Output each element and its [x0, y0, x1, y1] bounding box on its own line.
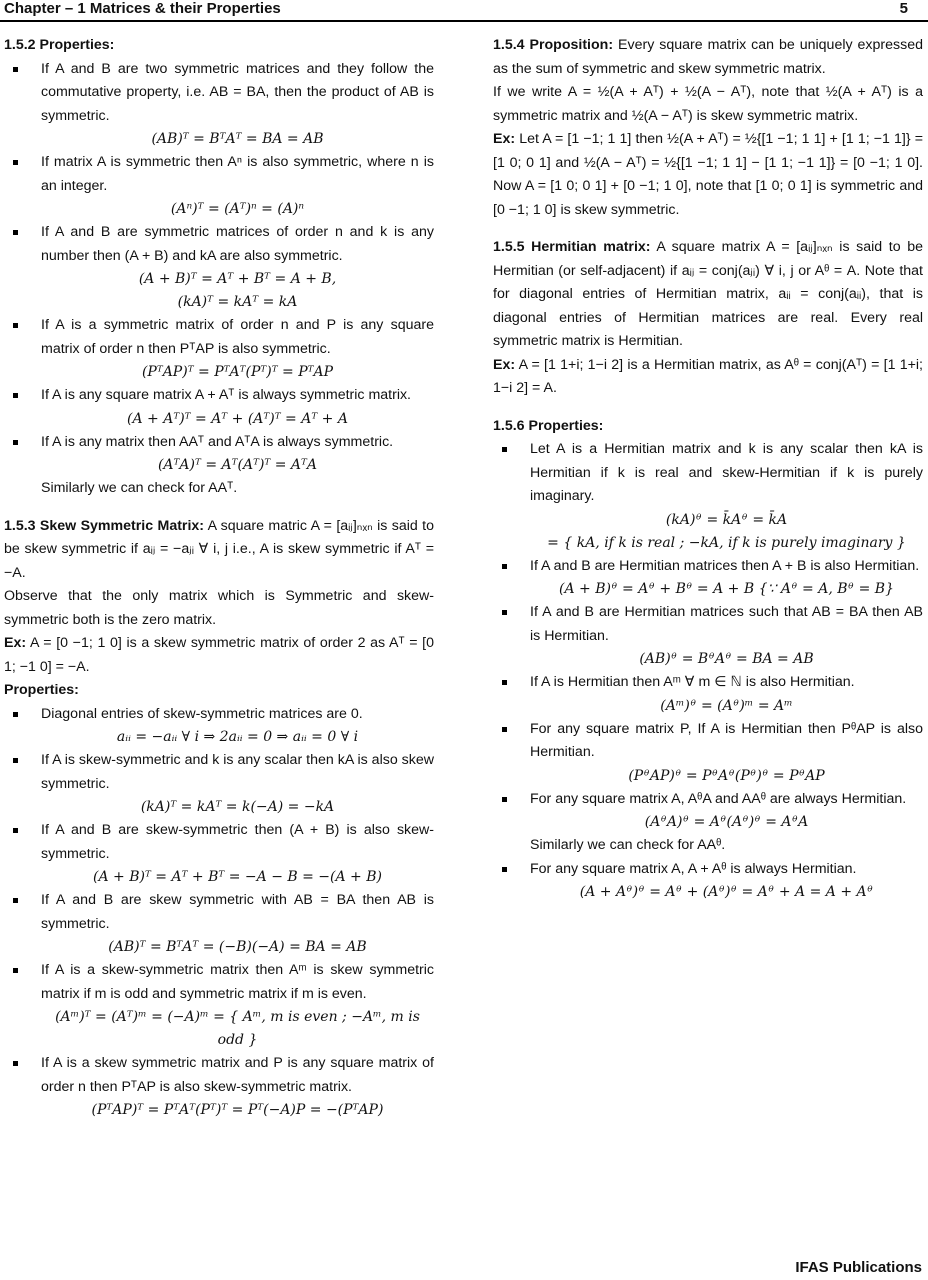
section-heading-1-5-6: 1.5.6 Properties:	[493, 417, 604, 434]
chapter-title: Chapter – 1 Matrices & their Properties	[4, 0, 281, 17]
list-item: If A and B are skew-symmetric then (A + B) is also skew-symmetric. (A + B)ᵀ = Aᵀ + Bᵀ = −A − B = −(A + B)	[4, 819, 434, 889]
paragraph: 1.5.3 Skew Symmetric Matrix: A square matric A = [aᵢⱼ]ₙₓₙ is said to be skew symmetric if aᵢⱼ = −aⱼᵢ ∀ i, j i.e., A is skew symmetric if Aᵀ = −A.	[4, 517, 434, 581]
equation: (kA)ᶿ = k̄Aᶿ = k̄A	[665, 511, 788, 528]
list-item: For any square matrix P, If A is Hermitian then PᶿAP is also Hermitian. (PᶿAP)ᶿ = PᶿAᶿ(Pᶿ)ᶿ = PᶿAP	[493, 718, 923, 788]
list-item: If A is Hermitian then Aᵐ ∀ m ∈ ℕ is also Hermitian. (Aᵐ)ᶿ = (Aᶿ)ᵐ = Aᵐ	[493, 671, 923, 718]
equation: (A + B)ᵀ = Aᵀ + Bᵀ = A + B,	[138, 271, 337, 287]
publisher-footer: IFAS Publications	[795, 1259, 922, 1276]
equation: (A + B)ᶿ = Aᶿ + Bᶿ = A + B {∵ Aᶿ = A, Bᶿ = B}	[559, 581, 894, 597]
equation: (A + Aᶿ)ᶿ = Aᶿ + (Aᶿ)ᶿ = Aᶿ + A = A + Aᶿ	[579, 884, 874, 900]
equation: (kA)ᵀ = kAᵀ = k(−A) = −kA	[140, 799, 335, 815]
equation: (Aⁿ)ᵀ = (Aᵀ)ⁿ = (A)ⁿ	[170, 201, 305, 217]
equation: (AᶿA)ᶿ = Aᶿ(Aᶿ)ᶿ = AᶿA	[644, 814, 809, 830]
list-item: If A is any matrix then AAᵀ and AᵀA is always symmetric. (AᵀA)ᵀ = Aᵀ(Aᵀ)ᵀ = AᵀA Similarly we can check for AAᵀ.	[4, 431, 434, 501]
section-heading-1-5-2: 1.5.2 Properties:	[4, 37, 115, 53]
page-number: 5	[899, 0, 908, 17]
note-text: Similarly we can check for AAᶿ.	[530, 837, 726, 853]
list-item: Let A is a Hermitian matrix and k is any scalar then kA is Hermitian if k is real and skew-Hermitian if k is purely imaginary. (kA)ᶿ = k̄Aᶿ = k̄A = { kA, if k is real ; −kA, if k is purely imaginary }	[493, 438, 923, 555]
paragraph: If we write A = ½(A + Aᵀ) + ½(A − Aᵀ), note that ½(A + Aᵀ) is a symmetric matrix and ½(A − Aᵀ) is skew symmetric matrix.	[493, 84, 923, 124]
list-item: If A is a skew-symmetric matrix then Aᵐ is skew symmetric matrix if m is odd and symmetric matrix if m is even. (Aᵐ)ᵀ = (Aᵀ)ᵐ = (−A)ᵐ = { Aᵐ, m is even ; −Aᵐ, m is odd }	[4, 959, 434, 1052]
note-text: Similarly we can check for AAᵀ.	[41, 480, 238, 496]
example: Ex: A = [0 −1; 1 0] is a skew symmetric matrix of order 2 as Aᵀ = [0 1; −1 0] = −A.	[4, 635, 434, 675]
section-heading-1-5-5: 1.5.5 Hermitian matrix:	[493, 239, 651, 255]
list-item: If A is a symmetric matrix of order n and P is any square matrix of order n then PᵀAP is also symmetric. (PᵀAP)ᵀ = PᵀAᵀ(Pᵀ)ᵀ = PᵀAP	[4, 314, 434, 384]
right-column	[493, 34, 923, 904]
equation: aᵢᵢ = −aᵢᵢ ∀ i ⇒ 2aᵢᵢ = 0 ⇒ aᵢᵢ = 0 ∀ i	[116, 729, 359, 745]
list-item: If A and B are two symmetric matrices and they follow the commutative property, i.e. AB = BA, then the product of AB is symmetric. (AB)ᵀ = BᵀAᵀ = BA = AB	[4, 58, 434, 152]
paragraph: 1.5.4 Proposition: Every square matrix can be uniquely expressed as the sum of symmetric and skew symmetric matrix.	[493, 37, 923, 77]
list-item: If A is skew-symmetric and k is any scalar then kA is also skew symmetric. (kA)ᵀ = kAᵀ = k(−A) = −kA	[4, 749, 434, 819]
list-item: If matrix A is symmetric then Aⁿ is also symmetric, where n is an integer. (Aⁿ)ᵀ = (Aᵀ)ⁿ = (A)ⁿ	[4, 151, 434, 221]
hermitian-properties-list	[493, 438, 923, 904]
symmetric-properties-list	[4, 58, 434, 501]
equation: (Aᵐ)ᶿ = (Aᶿ)ᵐ = Aᵐ	[660, 697, 793, 714]
list-item: If A and B are symmetric matrices of order n and k is any number then (A + B) and kA are also symmetric. (A + B)ᵀ = Aᵀ + Bᵀ = A + B, (kA)ᵀ = kAᵀ = kA	[4, 221, 434, 314]
list-item: If A and B are Hermitian matrices then A + B is also Hermitian. (A + B)ᶿ = Aᶿ + Bᶿ = A + B {∵ Aᶿ = A, Bᶿ = B}	[493, 555, 923, 602]
equation: (PᶿAP)ᶿ = PᶿAᶿ(Pᶿ)ᶿ = PᶿAP	[628, 767, 825, 784]
list-item: If A and B are skew symmetric with AB = BA then AB is symmetric. (AB)ᵀ = BᵀAᵀ = (−B)(−A) = BA = AB	[4, 889, 434, 959]
equation: (AB)ᶿ = BᶿAᶿ = BA = AB	[639, 651, 814, 667]
equation: (kA)ᵀ = kAᵀ = kA	[177, 294, 298, 310]
equation: (AᵀA)ᵀ = Aᵀ(Aᵀ)ᵀ = AᵀA	[157, 457, 318, 473]
equation: = { kA, if k is real ; −kA, if k is purely imaginary }	[547, 534, 906, 551]
left-column	[4, 34, 434, 1122]
example: Ex: A = [1 1+i; 1−i 2] is a Hermitian matrix, as Aᶿ = conj(Aᵀ) = [1 1+i; 1−i 2] = A.	[493, 356, 923, 396]
paragraph: Observe that the only matrix which is Symmetric and skew-symmetric both is the zero matrix.	[4, 588, 434, 628]
section-heading-1-5-4: 1.5.4 Proposition:	[493, 37, 614, 53]
list-item: If A and B are Hermitian matrices such that AB = BA then AB is Hermitian. (AB)ᶿ = BᶿAᶿ = BA = AB	[493, 601, 923, 671]
example: Ex: Let A = [1 −1; 1 1] then ½(A + Aᵀ) = ½{[1 −1; 1 1] + [1 1; −1 1]} = [1 0; 0 1] and ½(A − Aᵀ) = ½{[1 −1; 1 1] − [1 1; −1 1]} = [0 −1; 1 0]. Now A = [1 0; 0 1] + [0 −1; 1 0], note that [1 0; 0 1] is symmetric and [0 −1; 1 0] is skew symmetric.	[493, 131, 923, 218]
list-item: For any square matrix A, AᶿA and AAᶿ are always Hermitian. (AᶿA)ᶿ = Aᶿ(Aᶿ)ᶿ = AᶿA Similarly we can check for AAᶿ.	[493, 788, 923, 858]
list-item: For any square matrix A, A + Aᶿ is always Hermitian. (A + Aᶿ)ᶿ = Aᶿ + (Aᶿ)ᶿ = Aᶿ + A = A + Aᶿ	[493, 858, 923, 905]
list-item: If A is a skew symmetric matrix and P is any square matrix of order n then PᵀAP is also skew-symmetric matrix. (PᵀAP)ᵀ = PᵀAᵀ(Pᵀ)ᵀ = Pᵀ(−A)P = −(PᵀAP)	[4, 1052, 434, 1122]
page-header	[0, 0, 928, 22]
equation: (PᵀAP)ᵀ = PᵀAᵀ(Pᵀ)ᵀ = PᵀAP	[141, 364, 334, 380]
equation: (AB)ᵀ = BᵀAᵀ = (−B)(−A) = BA = AB	[108, 939, 367, 955]
section-heading-1-5-3: 1.5.3 Skew Symmetric Matrix:	[4, 517, 205, 534]
equation: (A + B)ᵀ = Aᵀ + Bᵀ = −A − B = −(A + B)	[93, 869, 382, 885]
list-item: Diagonal entries of skew-symmetric matrices are 0. aᵢᵢ = −aᵢᵢ ∀ i ⇒ 2aᵢᵢ = 0 ⇒ aᵢᵢ = 0 ∀ i	[4, 703, 434, 750]
list-item: If A is any square matrix A + Aᵀ is always symmetric matrix. (A + Aᵀ)ᵀ = Aᵀ + (Aᵀ)ᵀ = Aᵀ + A	[4, 384, 434, 431]
equation: (PᵀAP)ᵀ = PᵀAᵀ(Pᵀ)ᵀ = Pᵀ(−A)P = −(PᵀAP)	[91, 1102, 384, 1118]
skew-properties-list	[4, 703, 434, 1123]
equation: (AB)ᵀ = BᵀAᵀ = BA = AB	[151, 131, 324, 147]
equation: (Aᵐ)ᵀ = (Aᵀ)ᵐ = (−A)ᵐ = { Aᵐ, m is even ; −Aᵐ, m is odd }	[55, 1009, 420, 1048]
subheading-properties: Properties:	[4, 682, 79, 698]
equation: (A + Aᵀ)ᵀ = Aᵀ + (Aᵀ)ᵀ = Aᵀ + A	[127, 410, 348, 427]
paragraph: 1.5.5 Hermitian matrix: A square matrix A = [aᵢⱼ]ₙₓₙ is said to be Hermitian (or self-adjacent) if aᵢⱼ = conj(aⱼᵢ) ∀ i, j or Aᶿ = A. Note that for diagonal entries of Hermitian matrix, aᵢᵢ = conj(aᵢᵢ), that is diagonal entries of Hermitian matrices are real. Every real symmetric matrix is Hermitian.	[493, 239, 923, 349]
